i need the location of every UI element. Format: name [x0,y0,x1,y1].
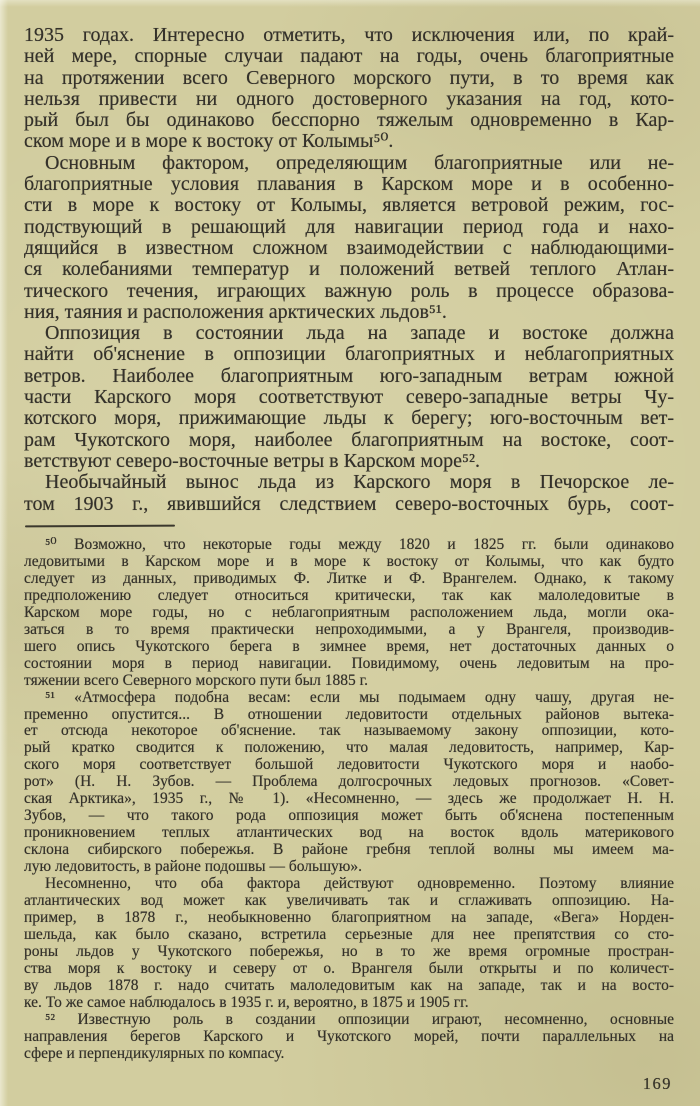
text-line: атлантических вод может как увеличивать так и сглаживать оппозицию. На- [24,893,674,910]
text-line: том 1903 г., явившийся следствием северо-восточных бурь, соот- [24,493,674,515]
text-line: ская Арктика», 1935 г., № 1). «Несомненно, — здесь же продолжает Н. Н. [24,791,674,808]
text-line: 1935 годах. Интересно отметить, что исключения или, по край- [24,25,674,46]
paragraph-1 [24,25,674,153]
text-line: Основным фактором, определяющим благоприятные или не- [45,152,674,174]
text-line: заться в то время практически непроходимыми, а у Врангеля, производив- [24,621,674,638]
text-line: состоянии моря в период навигации. Повидимому, очень ледовитым на про- [24,655,674,672]
text-line: ветров. Наиболее благоприятным юго-западным ветрам южной [24,365,674,387]
paragraph-4 [24,472,674,515]
text-line: рый кратко сводится к положению, что малая ледовитость, например, Кар- [24,740,674,757]
text-line: благоприятные условия плавания в Карском море и в особенно- [24,174,674,196]
text-line: ского моря соответствует большой ледовитости Чукотского моря и наобо- [24,757,674,774]
text-line: ния, таяния и расположения арктических льдов⁵¹. [24,301,447,323]
text-line: ⁵⁰ Возможно, что некоторые годы между 1820 и 1825 гг. были одинаково [45,537,674,553]
text-line: ву льдов 1878 г. надо считать малоледовитым как на западе, так и на восто- [24,977,674,994]
text-line: найти об'яснение в оппозиции благоприятных и неблагоприятных [24,344,674,366]
text-line: рам Чукотского моря, наиболее благоприятным на востоке, соот- [24,429,674,451]
text-line: рот» (Н. Н. Зубов. — Проблема долгосрочных ледовых прогнозов. «Совет- [24,774,674,791]
paragraph-2 [24,153,674,323]
text-line: тяжении всего Северного морского пути был 1885 г. [24,672,369,689]
text-line: ветствуют северо-восточные ветры в Карском море⁵². [24,450,480,472]
text-line: подствующий в решающий для навигации период года и нахо- [24,216,674,238]
text-line: дящийся в известном сложном взаимодействии с наблюдающими- [24,237,674,259]
text-line: склона сибирского побережья. В районе гребня теплой волны мы имеем ма- [24,842,674,859]
text-line: сти в море к востоку от Колымы, является ветровой режим, гос- [24,195,674,217]
paragraph-3 [24,323,674,472]
text-line: направления берегов Карского и Чукотского морей, почти параллельных на [24,1028,674,1045]
text-line: нельзя привести ни одного достоверного указания на год, кото- [24,88,674,110]
text-line: пременно опустится... В отношении ледовитости отдельных районов вытека- [24,706,674,723]
text-line: шельда, как было сказано, встретила серьезные для нее препятствия со сто- [24,926,674,943]
text-line: рый был бы одинаково бесспорно тяжелым одновременно в Кар- [24,110,674,132]
text-line: ке. То же самое наблюдалось в 1935 г. и, вероятно, в 1875 и 1905 гг. [24,994,469,1011]
text-line: ет отсюда некоторое об'яснение. так называемому закону оппозиции, кото- [24,723,674,740]
text-line: ⁵¹ «Атмосфера подобна весам: если мы подымаем одну чашу, другая не- [45,689,674,706]
text-line: ней мере, спорные случаи падают на годы, очень благоприятные [24,46,674,68]
text-line: Карском море годы, но с неблагоприятным расположением льда, могли ока- [24,604,674,621]
text-line: шего опись Чукотского берега в зимнее время, нет достаточных данных о [24,638,674,655]
text-line: роны льдов у Чукотского побережья, но в то же время огромные простран- [24,943,674,960]
text-line: пример, в 1878 г., необыкновенно благоприятном на западе, «Вега» Норден- [24,909,674,926]
text-line: Несомненно, что оба фактора действуют одновременно. Поэтому влияние [45,876,674,893]
footnote-separator-rule [25,525,175,528]
footnote-50 [24,537,674,690]
footnotes-section [24,537,674,1063]
text-line: ледовитыми в Карском море и в море к востоку от Колымы, что как будто [24,553,674,570]
text-line: следует из данных, приводимых Ф. Литке и Ф. Врангелем. Однако, к такому [24,570,674,587]
main-text [24,25,674,515]
text-line: сфере и перпендикулярных по компасу. [24,1045,285,1062]
text-line: Необычайный вынос льда из Карского моря в Печорское ле- [45,472,674,494]
page-number: 169 [642,1074,672,1093]
text-line: лую ледовитость, в районе подошвы — большую». [24,859,362,876]
footnote-51-continued [24,876,674,1012]
text-line: тического течения, играющих важную роль в процессе образова- [24,280,674,302]
text-line: Зубов, — что такого рода оппозиция может быть об'яснена постепенным [24,808,674,825]
text-line: ском море и в море к востоку от Колымы⁵⁰. [24,131,394,153]
text-line: котского моря, прижимающие льды к берегу; юго-восточным вет- [24,408,674,430]
text-line: Оппозиция в состоянии льда на западе и востоке должна [45,323,674,345]
text-line: предположению следует относиться критически, так как малоледовитые в [24,587,674,604]
text-line: ства моря к востоку и северу от о. Врангеля были открыты и по количест- [24,960,674,977]
footnote-51 [24,690,674,876]
text-line: ⁵² Известную роль в создании оппозиции играют, несомненно, основные [45,1011,674,1028]
text-line: на протяжении всего Северного морского пути, в то время как [24,67,674,89]
text-line: проникновением теплых атлантических вод на восток вдоль материкового [24,825,674,842]
text-line: ся колебаниями температур и положений ветвей теплого Атлан- [24,259,674,281]
text-line: части Карского моря соответствуют северо-западные ветры Чу- [24,387,674,409]
footnote-52 [24,1012,674,1063]
